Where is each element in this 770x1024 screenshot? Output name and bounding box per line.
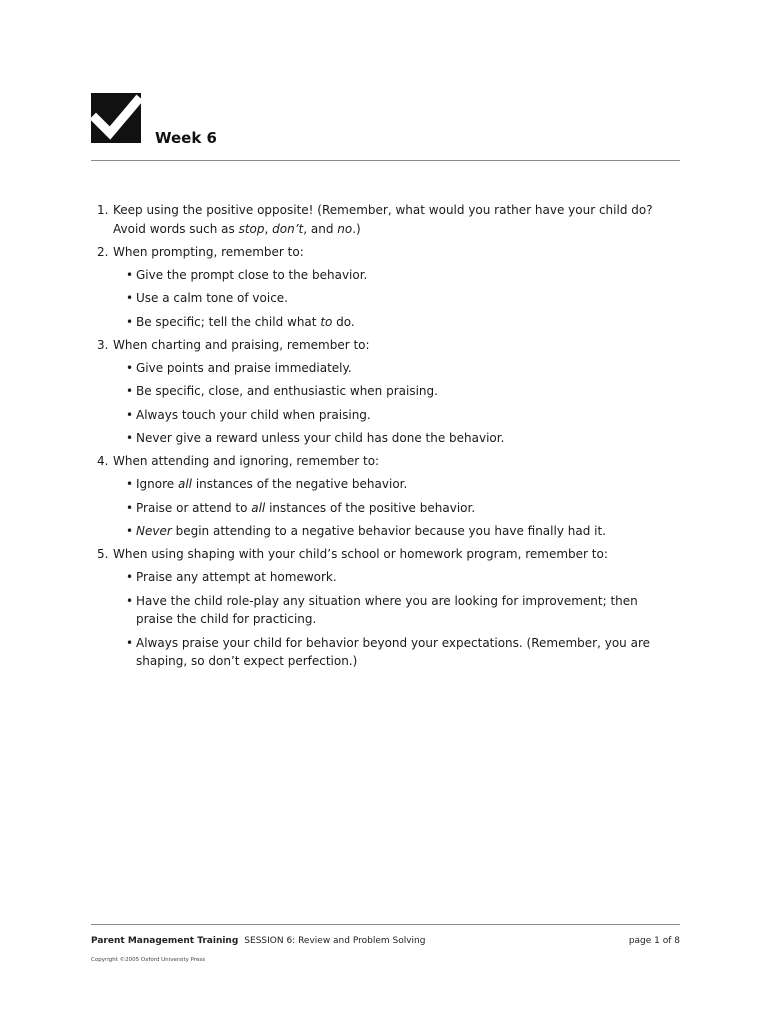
checklist xyxy=(91,201,671,675)
emphasis-text: all xyxy=(177,477,193,491)
text-segment: When using shaping with your child’s school or homework program, remember to: xyxy=(113,547,608,561)
item-text xyxy=(113,545,671,564)
bullet-icon: • xyxy=(126,635,134,650)
text-segment: Praise any attempt at homework. xyxy=(136,570,337,584)
emphasis-text: stop xyxy=(238,221,265,236)
bullet-item xyxy=(113,568,671,587)
text-segment: instances of the negative behavior. xyxy=(192,477,408,491)
page-number: page 1 of 8 xyxy=(628,936,680,946)
text-segment: Always touch your child when praising. xyxy=(136,407,371,422)
bullet-icon: • xyxy=(126,570,134,584)
header-divider xyxy=(91,160,680,161)
bullet-list xyxy=(113,266,671,332)
footer-divider xyxy=(91,924,680,925)
text-segment: instances of the positive behavior. xyxy=(265,500,476,515)
bullet-list xyxy=(113,359,671,448)
text-segment: Keep using the positive opposite! (Remember, what would you rather have your child do? Avoid words such as xyxy=(113,203,653,236)
footer-session: SESSION 6: Review and Problem Solving xyxy=(244,936,426,946)
text-segment: do. xyxy=(332,314,355,329)
item-number: 5. xyxy=(97,547,109,561)
bullet-icon: • xyxy=(126,593,134,608)
list-item xyxy=(91,243,671,332)
copyright: Copyright ©2005 Oxford University Press xyxy=(91,957,206,963)
item-number: 1. xyxy=(97,203,109,217)
bullet-item xyxy=(113,266,671,285)
bullet-item xyxy=(113,406,671,425)
text-segment: , and xyxy=(303,221,338,236)
item-text xyxy=(113,201,671,238)
bullet-icon: • xyxy=(126,500,134,515)
emphasis-text: Never xyxy=(136,524,172,538)
bullet-icon: • xyxy=(126,360,134,375)
text-segment: Be specific, close, and enthusiastic when praising. xyxy=(136,384,438,398)
text-segment: begin attending to a negative behavior because you have finally had it. xyxy=(171,524,606,538)
text-segment: Ignore xyxy=(136,477,178,491)
text-segment: Always praise your child for behavior beyond your expectations. (Remember, you are shaping, so don’t expect perfection.) xyxy=(136,635,650,668)
bullet-item xyxy=(113,475,671,494)
text-segment: , xyxy=(264,221,273,236)
bullet-item xyxy=(113,634,671,671)
bullet-icon: • xyxy=(126,314,134,329)
bullet-item xyxy=(113,592,671,629)
item-text xyxy=(113,452,671,471)
bullet-list xyxy=(113,475,671,541)
item-text xyxy=(113,243,671,262)
list-item xyxy=(91,201,671,238)
bullet-list xyxy=(113,568,671,671)
text-segment: Give points and praise immediately. xyxy=(136,360,352,375)
bullet-item xyxy=(113,382,671,401)
bullet-icon: • xyxy=(126,407,134,422)
bullet-item xyxy=(113,522,671,541)
footer-brand: Parent Management Training xyxy=(91,936,239,946)
bullet-icon: • xyxy=(126,267,134,282)
bullet-item xyxy=(113,429,671,448)
bullet-icon: • xyxy=(126,384,134,398)
text-segment: When attending and ignoring, remember to: xyxy=(113,454,380,468)
text-segment: When charting and praising, remember to: xyxy=(113,337,370,352)
text-segment: Use a calm tone of voice. xyxy=(136,291,288,305)
emphasis-text: all xyxy=(251,500,266,515)
bullet-item xyxy=(113,499,671,518)
bullet-item xyxy=(113,359,671,378)
emphasis-text: to xyxy=(320,314,333,329)
bullet-icon: • xyxy=(126,291,134,305)
list-item xyxy=(91,336,671,448)
text-segment: Be specific; tell the child what xyxy=(136,314,321,329)
text-segment: Have the child role-play any situation where you are looking for improvement; then praise the child for practicing. xyxy=(136,593,638,626)
emphasis-text: no xyxy=(337,221,353,236)
checkmark-icon xyxy=(91,93,141,143)
text-segment: .) xyxy=(352,221,361,236)
bullet-icon: • xyxy=(126,431,134,445)
text-segment: Praise or attend to xyxy=(136,500,252,515)
text-segment: Give the prompt close to the behavior. xyxy=(136,267,368,282)
text-segment: When prompting, remember to: xyxy=(113,244,304,259)
bullet-icon: • xyxy=(126,477,134,491)
item-number: 2. xyxy=(97,244,109,259)
item-number: 4. xyxy=(97,454,109,468)
bullet-icon: • xyxy=(126,524,134,538)
bullet-item xyxy=(113,313,671,332)
emphasis-text: don’t xyxy=(272,221,304,236)
page-title: Week 6 xyxy=(155,129,217,147)
footer xyxy=(91,935,680,947)
text-segment: Never give a reward unless your child has done the behavior. xyxy=(136,431,505,445)
bullet-item xyxy=(113,289,671,308)
item-number: 3. xyxy=(97,337,109,352)
list-item xyxy=(91,452,671,541)
item-text xyxy=(113,336,671,355)
list-item xyxy=(91,545,671,671)
